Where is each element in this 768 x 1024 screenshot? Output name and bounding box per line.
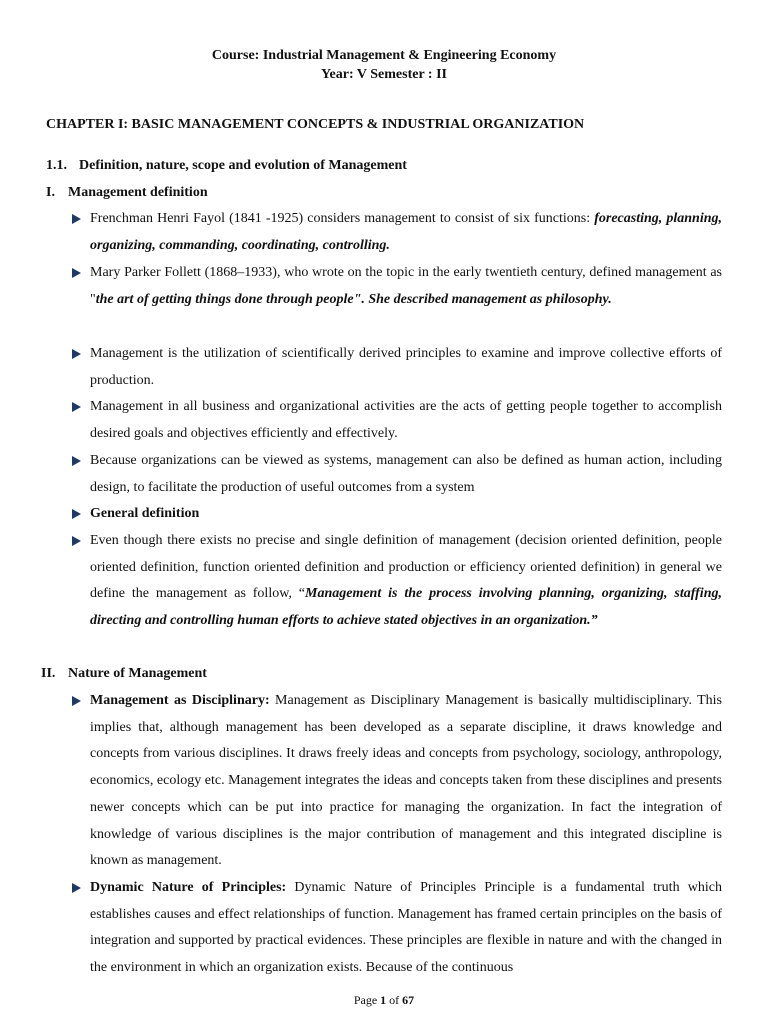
bullet-fayol	[72, 206, 722, 259]
bullet-follett	[72, 260, 722, 313]
bullet-arrow-icon	[72, 883, 81, 893]
bullet-general-definition	[72, 501, 722, 528]
part2-numeral: II.	[41, 666, 56, 681]
document-header	[0, 46, 768, 84]
bullet-arrow-icon	[72, 402, 81, 412]
bullet-text: Mary Parker Follett (1868–1933), who wrote on the topic in the early twentieth century, defined management as "the art of getting things done through people". She described management as philosophy.	[90, 265, 722, 307]
section-title: Definition, nature, scope and evolution of Management	[79, 158, 407, 173]
bullet-arrow-icon	[72, 214, 81, 224]
bullet-text: Management in all business and organizational activities are the acts of getting people together to accomplish desired goals and objectives efficiently and effectively.	[90, 399, 722, 441]
bullet-arrow-icon	[72, 268, 81, 278]
bullet-text: Even though there exists no precise and single definition of management (decision oriented definition, people oriented definition, function oriented definition and production or efficiency oriented definition) in general we define the management as follow, “Management is the process involving planning, organizing, staffing, directing and controlling human efforts to achieve stated objectives in an organization.”	[90, 533, 722, 629]
page-footer: Page 1 of 67	[353, 993, 415, 1007]
chapter-title: CHAPTER I: BASIC MANAGEMENT CONCEPTS & INDUSTRIAL ORGANIZATION	[46, 117, 585, 132]
part2-heading	[41, 666, 207, 682]
bullet-utilization	[72, 341, 722, 394]
bullet-arrow-icon	[72, 509, 81, 519]
bullet-text: Management as Disciplinary: Management as Disciplinary Management is basically multidisciplinary. This implies that, although management has been developed as a separate discipline, it draws knowledge and concepts from various disciplines. It draws freely ideas and concepts from psychology, sociology, anthropology, economics, ecology etc. Management integrates the ideas and concepts taken from these disciplines and presents newer concepts which can be put into practice for managing the organization. In fact the integration of knowledge of various disciplines is the major contribution of management and this integrated discipline is known as management.	[90, 693, 722, 869]
bullet-text: Management is the utilization of scientifically derived principles to examine and improve collective efforts of production.	[90, 346, 722, 388]
page-number: 1	[380, 993, 387, 1007]
bullet-acts	[72, 394, 722, 447]
bullet-text: General definition	[90, 506, 200, 521]
bullet-arrow-icon	[72, 456, 81, 466]
bullet-text: Because organizations can be viewed as systems, management can also be defined as human action, including design, to facilitate the production of useful outcomes from a system	[90, 453, 722, 495]
part1-heading	[46, 185, 208, 201]
section-number: 1.1.	[46, 158, 67, 173]
bullet-arrow-icon	[72, 349, 81, 359]
bullet-dynamic	[72, 875, 722, 982]
bullet-arrow-icon	[72, 536, 81, 546]
bullet-arrow-icon	[72, 696, 81, 706]
bullet-systems	[72, 448, 722, 501]
bullet-text: Frenchman Henri Fayol (1841 -1925) considers management to consist of six functions: forecasting, planning, organizing, commanding, coordinating, controlling.	[90, 211, 722, 253]
part2-title: Nature of Management	[68, 666, 207, 681]
bullet-text: Dynamic Nature of Principles: Dynamic Nature of Principles Principle is a fundamental truth which establishes causes and effect relationships of function. Management has framed certain principles on the basis of integration and supported by practical evidences. These principles are flexible in nature and with the changed in the environment in which an organization exists. Because of the continuous	[90, 880, 722, 976]
part1-numeral: I.	[46, 185, 55, 200]
part1-title: Management definition	[68, 185, 208, 200]
year-semester: Year: V Semester : II	[321, 67, 447, 82]
bullet-disciplinary	[72, 688, 722, 875]
section-heading	[46, 158, 407, 174]
course-title: Course: Industrial Management & Engineering Economy	[211, 48, 557, 63]
bullet-definition	[72, 528, 722, 635]
page-total: 67	[402, 993, 415, 1007]
